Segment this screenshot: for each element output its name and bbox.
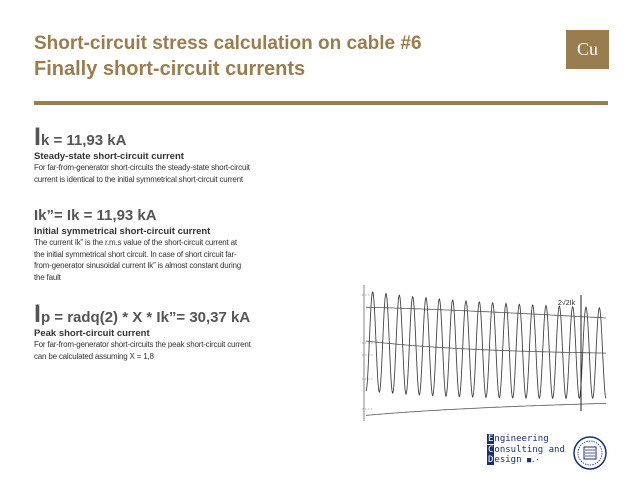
formula-rest: p = radq(2) * X * Ik”= 30,37 kA xyxy=(40,309,251,326)
title-line-2: Finally short-circuit currents xyxy=(34,58,306,80)
peak-block xyxy=(34,300,274,362)
desc-line: the initial symmetrical short circuit. In case of short circuit far- xyxy=(34,249,237,259)
ecd-logo xyxy=(487,434,565,466)
peak-description xyxy=(34,339,274,362)
formula-initial: I xyxy=(34,300,41,328)
waveform-lower-envelope xyxy=(366,403,606,415)
title-line-1: Short-circuit stress calculation on cable #6 xyxy=(34,33,422,54)
logo-text: onsulting and xyxy=(494,444,565,455)
logo-text: esign xyxy=(494,455,522,465)
desc-line: For far-from-generator short-circuits the peak short-circuit current xyxy=(34,340,251,349)
steady-state-subtitle: Steady-state short-circuit current xyxy=(34,151,184,162)
initial-symmetrical-block xyxy=(34,207,274,283)
initial-symmetrical-description xyxy=(34,237,274,283)
logo-line xyxy=(487,445,565,456)
waveform-upper-envelope xyxy=(366,307,606,318)
initial-symmetrical-subtitle: Initial symmetrical short-circuit current xyxy=(34,226,211,237)
steady-state-formula xyxy=(34,123,274,151)
steady-state-description xyxy=(34,162,274,185)
formula-initial: I xyxy=(34,123,41,151)
university-seal-icon xyxy=(573,436,607,470)
logo-initial: C xyxy=(488,444,494,455)
logo-dots-icon: ■.· xyxy=(526,456,540,464)
desc-line: The current Ik” is the r.m.s value of the short-circuit current at xyxy=(34,238,237,247)
desc-line: For far-from-generator short-circuits the steady-state short-circuit xyxy=(34,163,250,172)
desc-line: from-generator sinusoidal current Ik” is almost constant during xyxy=(34,261,242,270)
cu-badge: Cu xyxy=(566,30,609,69)
peak-subtitle: Peak short-circuit current xyxy=(34,328,150,339)
peak-formula xyxy=(34,300,274,328)
title-divider xyxy=(34,101,608,105)
initial-symmetrical-formula xyxy=(34,207,274,225)
formula-rest: k = 11,93 kA xyxy=(40,132,127,149)
short-circuit-waveform xyxy=(360,283,610,423)
desc-line: the fault xyxy=(34,272,61,282)
logo-text: ngineering xyxy=(494,434,549,444)
desc-line: can be calculated assuming X = 1,8 xyxy=(34,351,154,361)
logo-line xyxy=(487,455,565,466)
logo-line xyxy=(487,434,565,445)
formula-rest: Ik”= Ik = 11,93 kA xyxy=(34,207,157,224)
slide-title xyxy=(34,32,422,82)
desc-line: current is identical to the initial symmetrical short-circuit current xyxy=(34,174,243,184)
logo-initial: E xyxy=(488,434,494,444)
steady-state-block xyxy=(34,123,274,185)
peak-annotation: 2√2Ik xyxy=(558,300,576,307)
logo-initial: D xyxy=(488,455,494,465)
